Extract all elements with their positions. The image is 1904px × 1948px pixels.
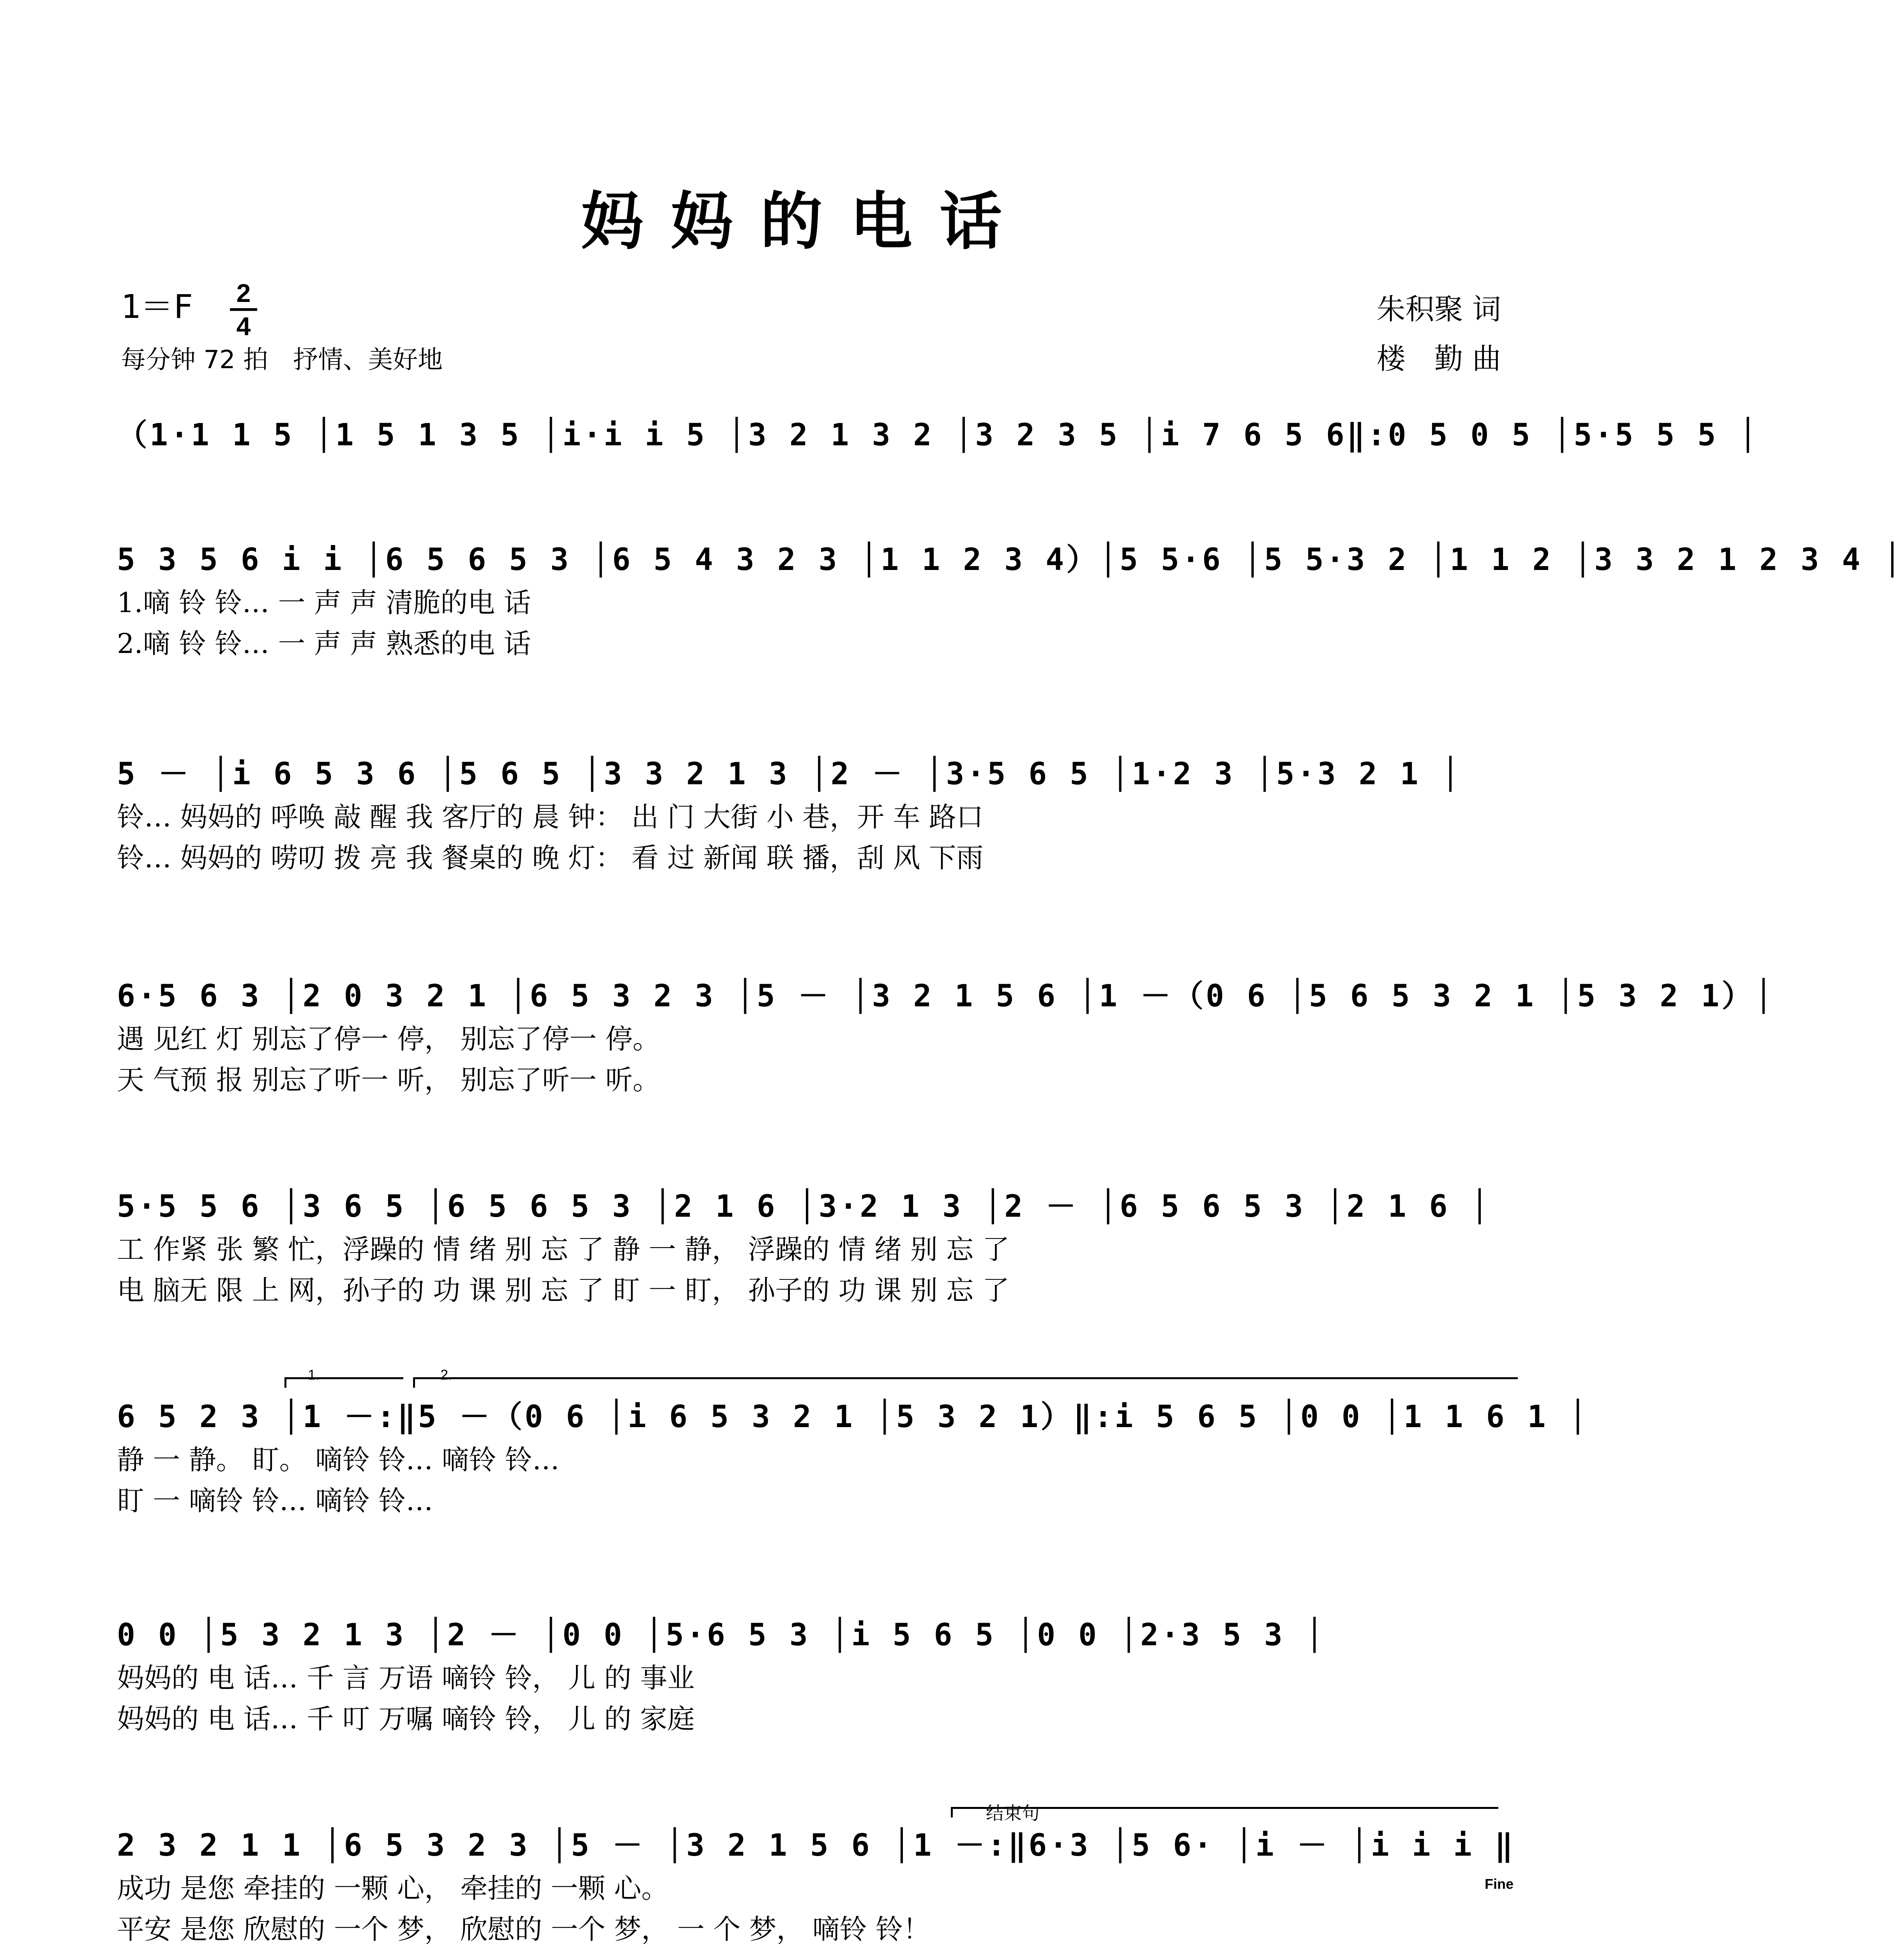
composer-credit: 楼 勤 曲 xyxy=(1376,342,1501,376)
notation-line: （1·1 1 5 │1 5 1 3 5 │i·i i 5 │3 2 1 3 2 │3 2 3 5 │i 7 6 5 6‖:0 5 0 5 │5·5 5 5 │ xyxy=(117,418,1759,453)
first-ending-bracket xyxy=(284,1377,403,1388)
coda-label: 结束句 xyxy=(986,1803,1040,1823)
lyrics-verse-1: 妈妈的 电 话… 千 言 万语 嘀铃 铃， 儿 的 事业 xyxy=(117,1662,695,1694)
lyrics-verse-2: 铃… 妈妈的 唠叨 拨 亮 我 餐桌的 晚 灯： 看 过 新闻 联 播，刮 风 下雨 xyxy=(117,842,984,874)
notation-line: 5 － │i 6 5 3 6 │5 6 5 │3 3 2 1 3 │2 － │3·5 6 5 │1·2 3 │5·3 2 1 │ xyxy=(117,757,1462,792)
notation-line: 6·5 6 3 │2 0 3 2 1 │6 5 3 2 3 │5 － │3 2 1 5 6 │1 －（0 6 │5 6 5 3 2 1 │5 3 2 1）│ xyxy=(117,979,1775,1014)
score-system-8 xyxy=(117,1823,1515,1948)
time-signature-bar xyxy=(230,308,257,311)
second-ending-label: 2. xyxy=(440,1367,452,1383)
time-signature-bottom: 4 xyxy=(236,312,251,341)
score-system-6 xyxy=(117,1395,1590,1521)
lyrics-verse-1: 铃… 妈妈的 呼唤 敲 醒 我 客厅的 晨 钟： 出 门 大街 小 巷，开 车 路口 xyxy=(117,801,984,833)
lyrics-verse-2: 2.嘀 铃 铃… 一 声 声 熟悉的电 话 xyxy=(117,628,531,660)
lyrics-verse-1: 工 作紧 张 繁 忙，浮躁的 情 绪 别 忘 了 静 一 静， 浮躁的 情 绪 别 忘 了 xyxy=(117,1233,1010,1265)
score-system-3 xyxy=(117,752,1504,879)
score-system-2 xyxy=(117,538,1904,664)
score-system-4 xyxy=(117,974,1775,1101)
time-signature-top: 2 xyxy=(236,279,251,307)
tempo-marking: 每分钟 72 拍 抒情、美好地 xyxy=(121,346,443,374)
score-system-5 xyxy=(117,1184,1504,1311)
notation-line: 0 0 │5 3 2 1 3 │2 － │0 0 │5·6 5 3 │i 5 6 5 │0 0 │2·3 5 3 │ xyxy=(117,1618,1326,1653)
score-system-7 xyxy=(117,1613,1504,1740)
first-ending-label: 1. xyxy=(308,1367,320,1383)
page-title: 妈妈的电话 xyxy=(581,185,1029,258)
lyrics-verse-2 xyxy=(117,499,1504,540)
lyrics-verse-2: 天 气预 报 别忘了听一 听， 别忘了听一 听。 xyxy=(117,1064,660,1096)
notation-line: 6 5 2 3 │1 －:‖5 －（0 6 │i 6 5 3 2 1 │5 3 2 1）‖:i 5 6 5 │0 0 │1 1 6 1 │ xyxy=(117,1399,1590,1435)
notation-line: 5 3 5 6 i i │6 5 6 5 3 │6 5 4 3 2 3 │1 1 2 3 4）│5 5·6 │5 5·3 2 │1 1 2 │3 3 2 1 2 3 4 │ xyxy=(117,542,1904,577)
notation-line: 5·5 5 6 │3 6 5 │6 5 6 5 3 │2 1 6 │3·2 1 3 │2 － │6 5 6 5 3 │2 1 6 │ xyxy=(117,1189,1491,1224)
lyrics-verse-2: 盯 一 嘀铃 铃… 嘀铃 铃… xyxy=(117,1485,433,1517)
notation-line: 2 3 2 1 1 │6 5 3 2 3 │5 － │3 2 1 5 6 │1 －:‖6·3 │5 6· │i － │i i i ‖ xyxy=(117,1828,1515,1863)
lyrics-verse-1: 1.嘀 铃 铃… 一 声 声 清脆的电 话 xyxy=(117,587,531,619)
lyricist-credit: 朱积聚 词 xyxy=(1376,293,1501,326)
lyrics-verse-1 xyxy=(117,458,1504,499)
lyrics-verse-1: 遇 见红 灯 别忘了停一 停， 别忘了停一 停。 xyxy=(117,1023,660,1055)
second-ending-bracket xyxy=(413,1377,1518,1388)
key-signature: 1＝F xyxy=(121,288,193,326)
time-signature xyxy=(230,279,257,341)
score-system-1 xyxy=(117,413,1759,540)
lyrics-verse-2: 电 脑无 限 上 网，孙子的 功 课 别 忘 了 盯 一 盯， 孙子的 功 课 别 忘 了 xyxy=(117,1274,1010,1306)
fine-marking: Fine xyxy=(1485,1876,1514,1892)
lyrics-verse-2: 妈妈的 电 话… 千 叮 万嘱 嘀铃 铃， 儿 的 家庭 xyxy=(117,1703,695,1735)
lyrics-verse-1: 成功 是您 牵挂的 一颗 心， 牵挂的 一颗 心。 xyxy=(117,1872,669,1904)
lyrics-verse-2: 平安 是您 欣慰的 一个 梦， 欣慰的 一个 梦， 一 个 梦， 嘀铃 铃！ xyxy=(117,1913,931,1945)
lyrics-verse-1: 静 一 静。 盯。 嘀铃 铃… 嘀铃 铃… xyxy=(117,1444,560,1476)
